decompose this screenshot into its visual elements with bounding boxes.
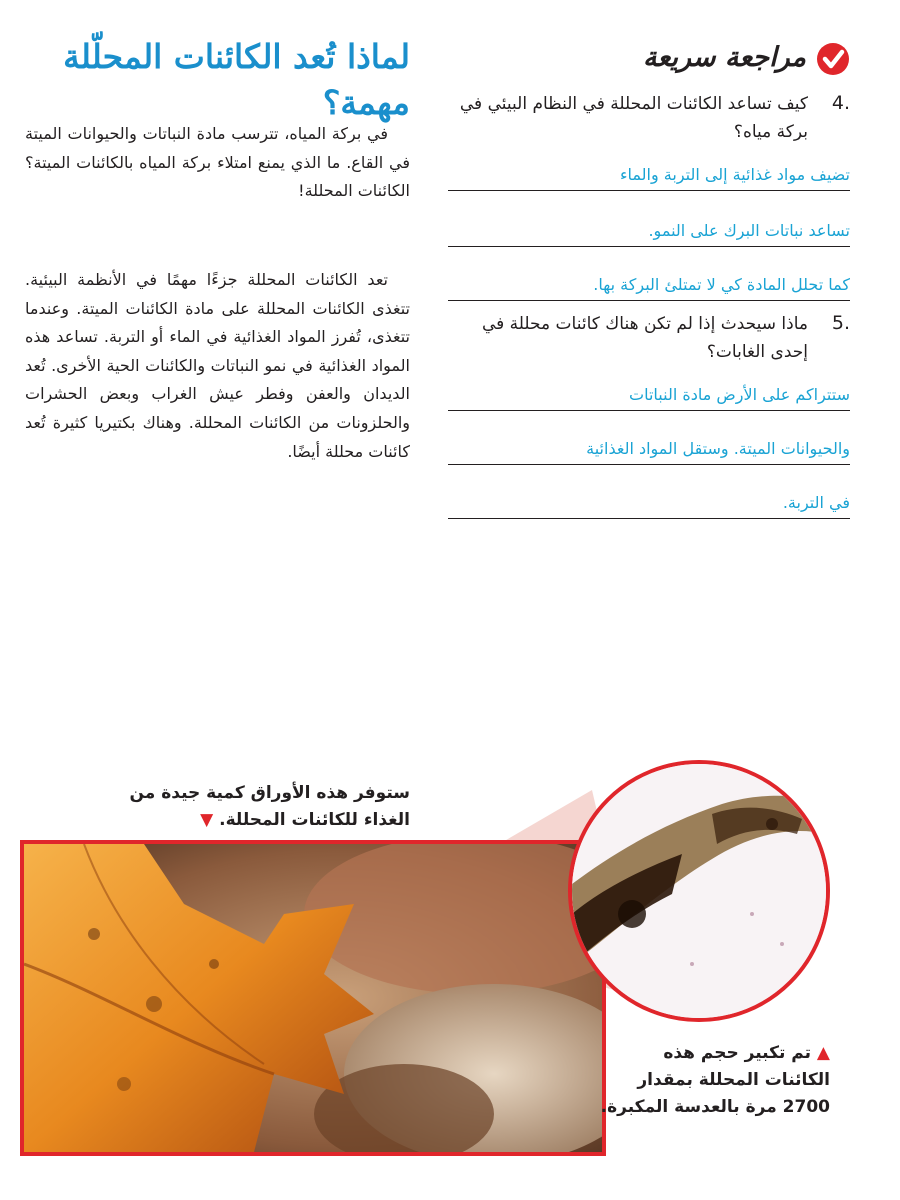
question-5-answer-line-2[interactable] bbox=[448, 422, 850, 465]
microscope-zoom-circle bbox=[568, 760, 830, 1022]
article-paragraph-2: تعد الكائنات المحللة جزءًا مهمًا في الأنظمة البيئية. تتغذى الكائنات المحللة على مادة الكائنات الميتة. وعندما تتغذى، تُفرز المواد الغذائية في الماء أو التربة. تساعد هذه المواد الغذائية في نمو النباتات والكائنات الحية الأخرى. تُعد الديدان والعفن وفطر عيش الغراب وبعض الحشرات والحلزونات من الكائنات المحللة. وهناك بكتيريا كثيرة تُعد كائنات محللة أيضًا. bbox=[25, 270, 410, 461]
article-title: لماذا تُعد الكائنات المحلّلة مهمة؟ bbox=[63, 37, 410, 122]
question-4-answer-1: تضيف مواد غذائية إلى التربة والماء bbox=[620, 165, 850, 184]
question-4-answer-2: تساعد نباتات البرك على النمو. bbox=[648, 221, 850, 240]
decomposer-micrograph bbox=[572, 764, 826, 1018]
question-4-answer-line-1[interactable] bbox=[448, 148, 850, 191]
question-5-number: 5. bbox=[831, 312, 850, 334]
micrograph-caption-text: تم تكبير حجم هذه الكائنات المحللة بمقدار 2700 مرة بالعدسة المكبرة. bbox=[600, 1043, 830, 1117]
quick-review-header bbox=[450, 38, 850, 82]
up-triangle-icon: ▲ bbox=[816, 1043, 830, 1063]
quick-review-title: مراجعة سريعة bbox=[643, 42, 806, 73]
question-4-answer-line-2[interactable] bbox=[448, 204, 850, 247]
question-5-answer-1: ستتراكم على الأرض مادة النباتات bbox=[629, 385, 850, 404]
article-paragraph-1: في بركة المياه، تترسب مادة النباتات والحيوانات الميتة في القاع. ما الذي يمنع امتلاء بركة المياه بالكائنات الميتة؟ الكائنات المحللة! bbox=[25, 124, 410, 201]
question-5-answer-line-3[interactable] bbox=[448, 476, 850, 519]
question-4-answer-3: كما تحلل المادة كي لا تمتلئ البركة بها. bbox=[593, 275, 850, 294]
question-4-number: 4. bbox=[831, 92, 850, 114]
question-5-answer-3: في التربة. bbox=[782, 493, 850, 512]
question-5-answer-line-1[interactable] bbox=[448, 368, 850, 411]
micrograph-caption bbox=[600, 1040, 830, 1121]
question-5-answer-2: والحيوانات الميتة. وستقل المواد الغذائية bbox=[586, 439, 850, 458]
leaf-image bbox=[24, 844, 602, 1152]
leaves-caption-text: ستوفر هذه الأوراق كمية جيدة من الغذاء للكائنات المحللة. bbox=[129, 783, 410, 830]
leaves-caption bbox=[110, 780, 410, 834]
question-5-text: ماذا سيحدث إذا لم تكن هناك كائنات محللة في إحدى الغابات؟ bbox=[481, 314, 808, 362]
autumn-leaves-photo bbox=[20, 840, 606, 1156]
down-triangle-icon: ▼ bbox=[200, 810, 214, 830]
question-4-answer-line-3[interactable] bbox=[448, 258, 850, 301]
question-4-text: كيف تساعد الكائنات المحللة في النظام البيئي في بركة مياه؟ bbox=[459, 94, 808, 142]
check-badge-icon bbox=[816, 42, 850, 76]
